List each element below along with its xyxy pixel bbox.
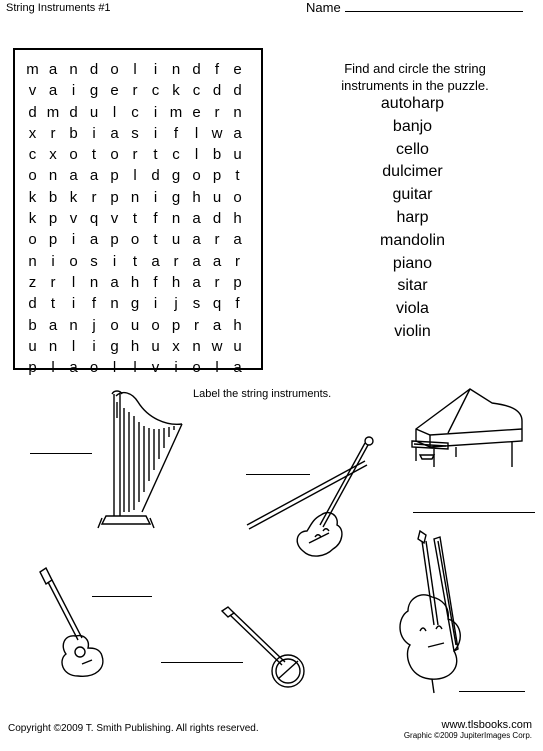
grid-letter[interactable]: k bbox=[172, 82, 180, 100]
grid-letter[interactable]: a bbox=[110, 273, 119, 291]
grid-letter[interactable]: a bbox=[233, 231, 242, 249]
harp-answer-blank[interactable] bbox=[30, 453, 92, 454]
grid-row bbox=[15, 144, 261, 165]
grid-letter[interactable]: l bbox=[215, 359, 219, 377]
grid-letter[interactable]: d bbox=[28, 295, 37, 313]
grid-letter[interactable]: c bbox=[192, 82, 201, 100]
grid-letter[interactable]: o bbox=[28, 231, 37, 249]
grid-letter[interactable]: i bbox=[51, 252, 55, 270]
grid-letter[interactable]: n bbox=[233, 103, 242, 121]
grid-letter[interactable]: f bbox=[153, 273, 158, 291]
name-label: Name bbox=[306, 0, 341, 15]
word-list-item: banjo bbox=[392, 117, 433, 135]
grid-row bbox=[15, 251, 261, 272]
grid-letter[interactable]: l bbox=[51, 359, 55, 377]
grid-letter[interactable]: o bbox=[110, 61, 119, 78]
grid-letter[interactable]: t bbox=[153, 146, 158, 164]
grid-letter[interactable]: a bbox=[233, 359, 242, 377]
grid-row bbox=[15, 336, 261, 357]
word-list-item: dulcimer bbox=[382, 163, 443, 181]
grid-letter[interactable]: s bbox=[192, 295, 201, 313]
grid-letter[interactable]: v bbox=[28, 82, 37, 100]
grid-letter[interactable]: r bbox=[214, 273, 220, 291]
word-list-item: harp bbox=[396, 208, 429, 226]
grid-letter[interactable]: i bbox=[174, 359, 178, 377]
grid-row bbox=[15, 59, 261, 80]
grid-letter[interactable]: d bbox=[192, 61, 201, 78]
grid-letter[interactable]: a bbox=[48, 61, 58, 78]
harp-icon bbox=[98, 388, 188, 533]
grid-letter[interactable]: l bbox=[133, 359, 137, 377]
grid-letter[interactable]: n bbox=[130, 188, 140, 206]
word-search-grid bbox=[13, 48, 263, 377]
grid-letter[interactable]: u bbox=[28, 337, 37, 355]
grid-letter[interactable]: a bbox=[192, 273, 201, 291]
grid-letter[interactable]: f bbox=[235, 295, 240, 313]
word-list-item: sitar bbox=[397, 277, 428, 295]
piano-answer-blank[interactable] bbox=[413, 512, 535, 513]
grid-letter[interactable]: n bbox=[69, 316, 78, 334]
grid-letter[interactable]: k bbox=[69, 188, 78, 206]
grid-letter[interactable]: u bbox=[233, 146, 242, 164]
grid-letter[interactable]: a bbox=[192, 210, 201, 228]
grid-letter[interactable]: p bbox=[110, 231, 119, 249]
grid-letter[interactable]: o bbox=[233, 188, 242, 206]
grid-letter[interactable]: r bbox=[194, 316, 199, 334]
grid-letter[interactable]: d bbox=[212, 210, 222, 228]
grid-letter[interactable]: m bbox=[26, 61, 39, 78]
grid-letter[interactable]: f bbox=[153, 210, 158, 228]
grid-letter[interactable]: x bbox=[28, 124, 37, 142]
grid-letter[interactable]: h bbox=[130, 273, 140, 291]
guitar-icon bbox=[36, 566, 108, 681]
grid-letter[interactable]: u bbox=[151, 337, 160, 355]
grid-letter[interactable]: i bbox=[153, 295, 158, 313]
grid-letter[interactable]: l bbox=[71, 273, 76, 291]
grid-letter[interactable]: a bbox=[48, 316, 58, 334]
word-list-item: mandolin bbox=[380, 231, 445, 249]
footer-credits bbox=[400, 719, 532, 740]
grid-letter[interactable]: n bbox=[171, 61, 181, 78]
grid-letter[interactable]: p bbox=[110, 188, 119, 206]
grid-letter[interactable]: t bbox=[153, 231, 158, 249]
grid-letter[interactable]: h bbox=[233, 210, 242, 228]
grid-letter[interactable]: f bbox=[214, 61, 220, 78]
grid-letter[interactable]: n bbox=[48, 167, 58, 185]
grid-letter[interactable]: h bbox=[192, 188, 201, 206]
name-line[interactable] bbox=[345, 0, 523, 12]
grid-letter[interactable]: t bbox=[132, 210, 138, 228]
grid-letter[interactable]: p bbox=[28, 359, 37, 377]
grid-letter[interactable]: c bbox=[172, 146, 180, 164]
grid-letter[interactable]: a bbox=[69, 167, 78, 185]
grid-letter[interactable]: r bbox=[132, 82, 138, 100]
grid-letter[interactable]: a bbox=[69, 359, 78, 377]
grid-letter[interactable]: c bbox=[28, 146, 37, 164]
grid-letter[interactable]: i bbox=[71, 295, 76, 313]
label-section-title: Label the string instruments. bbox=[193, 388, 332, 400]
grid-letter[interactable]: o bbox=[192, 359, 201, 377]
grid-letter[interactable]: b bbox=[28, 316, 37, 334]
grid-letter[interactable]: x bbox=[172, 337, 180, 355]
grid-letter[interactable]: u bbox=[89, 103, 99, 121]
word-list-item: autoharp bbox=[380, 95, 445, 112]
grid-letter[interactable]: a bbox=[233, 124, 242, 142]
grid-letter[interactable]: n bbox=[69, 61, 78, 78]
grid-letter[interactable]: s bbox=[131, 124, 139, 142]
name-field[interactable] bbox=[306, 0, 523, 15]
grid-letter[interactable]: d bbox=[89, 61, 99, 78]
grid-letter[interactable]: i bbox=[153, 124, 158, 142]
grid-letter[interactable]: i bbox=[92, 337, 96, 355]
grid-letter[interactable]: i bbox=[71, 82, 76, 100]
grid-letter[interactable]: r bbox=[173, 252, 179, 270]
grid-letter[interactable]: f bbox=[91, 295, 97, 313]
grid-letter[interactable]: r bbox=[50, 124, 56, 142]
grid-letter[interactable]: t bbox=[132, 252, 138, 270]
grid-letter[interactable]: p bbox=[110, 167, 119, 185]
grid-letter[interactable]: i bbox=[153, 61, 158, 78]
word-list-item: guitar bbox=[392, 186, 433, 204]
grid-letter[interactable]: t bbox=[50, 295, 56, 313]
grid-letter[interactable]: l bbox=[133, 167, 137, 185]
grid-letter[interactable]: a bbox=[192, 252, 201, 270]
grid-letter[interactable]: k bbox=[28, 210, 37, 228]
grid-letter[interactable]: o bbox=[130, 231, 140, 249]
grid-letter[interactable]: n bbox=[192, 337, 201, 355]
grid-letter[interactable]: h bbox=[233, 316, 242, 334]
website-link[interactable]: www.tlsbooks.com bbox=[441, 719, 532, 731]
grid-letter[interactable]: r bbox=[214, 103, 220, 121]
grid-letter[interactable]: a bbox=[192, 231, 201, 249]
grid-letter[interactable]: n bbox=[28, 252, 37, 270]
grid-letter[interactable]: l bbox=[194, 124, 199, 142]
grid-letter[interactable]: m bbox=[169, 103, 183, 121]
grid-letter[interactable]: a bbox=[212, 252, 222, 270]
grid-letter[interactable]: o bbox=[89, 359, 99, 377]
grid-letter[interactable]: l bbox=[133, 61, 137, 78]
grid-letter[interactable]: g bbox=[130, 295, 140, 313]
grid-letter[interactable]: r bbox=[214, 231, 220, 249]
grid-row bbox=[15, 165, 261, 186]
grid-letter[interactable]: v bbox=[69, 210, 78, 228]
grid-letter[interactable]: g bbox=[171, 167, 181, 185]
grid-letter[interactable]: u bbox=[212, 188, 222, 206]
puzzle-instructions bbox=[320, 60, 510, 94]
instructions-line-1: Find and circle the string bbox=[344, 61, 486, 76]
grid-letter[interactable]: x bbox=[49, 146, 57, 164]
grid-letter[interactable]: d bbox=[28, 103, 37, 121]
grid-letter[interactable]: j bbox=[174, 295, 178, 313]
grid-letter[interactable]: a bbox=[151, 252, 160, 270]
grid-row bbox=[15, 229, 261, 250]
grid-letter[interactable]: i bbox=[71, 231, 76, 249]
grid-letter[interactable]: v bbox=[110, 210, 119, 228]
piano-icon bbox=[408, 383, 526, 478]
grid-letter[interactable]: f bbox=[173, 124, 179, 142]
grid-letter[interactable]: i bbox=[153, 103, 158, 121]
grid-letter[interactable]: b bbox=[69, 124, 78, 142]
grid-row bbox=[15, 315, 261, 336]
grid-letter[interactable]: m bbox=[46, 103, 60, 121]
grid-letter[interactable]: e bbox=[233, 61, 242, 78]
grid-row bbox=[15, 80, 261, 101]
grid-letter[interactable]: r bbox=[91, 188, 97, 206]
grid-letter[interactable]: t bbox=[91, 146, 97, 164]
grid-letter[interactable]: a bbox=[110, 124, 119, 142]
grid-letter[interactable]: l bbox=[112, 359, 117, 377]
grid-letter[interactable]: r bbox=[235, 252, 240, 270]
copyright-notice: Copyright ©2009 T. Smith Publishing. All rights reserved. bbox=[8, 723, 259, 734]
grid-letter[interactable]: b bbox=[212, 146, 222, 164]
grid-letter[interactable]: u bbox=[130, 316, 140, 334]
grid-letter[interactable]: o bbox=[69, 252, 78, 270]
grid-letter[interactable]: v bbox=[151, 359, 160, 377]
grid-letter[interactable]: q bbox=[212, 295, 222, 313]
grid-row bbox=[15, 357, 261, 378]
grid-letter[interactable]: g bbox=[110, 337, 119, 355]
grid-row bbox=[15, 208, 261, 229]
grid-letter[interactable]: a bbox=[89, 167, 99, 185]
graphic-credit: Graphic ©2009 JupiterImages Corp. bbox=[403, 731, 532, 740]
grid-row bbox=[15, 123, 261, 144]
grid-letter[interactable]: n bbox=[48, 337, 58, 355]
grid-letter[interactable]: d bbox=[233, 82, 242, 100]
grid-letter[interactable]: d bbox=[69, 103, 78, 121]
word-list-item: viola bbox=[396, 300, 429, 318]
grid-letter[interactable]: a bbox=[89, 231, 99, 249]
grid-letter[interactable]: u bbox=[171, 231, 181, 249]
grid-letter[interactable]: o bbox=[110, 146, 119, 164]
word-list-item: violin bbox=[394, 322, 431, 340]
grid-letter[interactable]: h bbox=[171, 273, 181, 291]
worksheet-title: String Instruments #1 bbox=[6, 2, 111, 14]
grid-row bbox=[15, 187, 261, 208]
grid-letter[interactable]: o bbox=[28, 167, 37, 185]
grid-letter[interactable]: a bbox=[48, 82, 58, 100]
grid-letter[interactable]: u bbox=[233, 337, 242, 355]
grid-letter[interactable]: k bbox=[28, 188, 37, 206]
grid-letter[interactable]: i bbox=[92, 124, 96, 142]
grid-letter[interactable]: e bbox=[192, 103, 201, 121]
grid-letter[interactable]: a bbox=[212, 316, 222, 334]
grid-letter[interactable]: d bbox=[151, 167, 160, 185]
grid-letter[interactable]: n bbox=[110, 295, 119, 313]
violin-icon bbox=[245, 433, 380, 568]
grid-letter[interactable]: p bbox=[48, 231, 58, 249]
grid-letter[interactable]: e bbox=[110, 82, 119, 100]
grid-letter[interactable]: l bbox=[112, 103, 117, 121]
grid-row bbox=[15, 102, 261, 123]
grid-letter[interactable]: p bbox=[171, 316, 181, 334]
grid-letter[interactable]: g bbox=[89, 82, 99, 100]
grid-letter[interactable]: n bbox=[89, 273, 99, 291]
grid-letter[interactable]: r bbox=[132, 146, 138, 164]
grid-row bbox=[15, 272, 261, 293]
instructions-line-2: instruments in the puzzle. bbox=[341, 78, 489, 93]
grid-letter[interactable]: z bbox=[28, 273, 37, 291]
grid-letter[interactable]: w bbox=[211, 124, 223, 142]
grid-letter[interactable]: p bbox=[212, 167, 222, 185]
grid-letter[interactable]: r bbox=[50, 273, 56, 291]
grid-letter[interactable]: q bbox=[89, 210, 99, 228]
grid-letter[interactable]: i bbox=[112, 252, 117, 270]
grid-letter[interactable]: h bbox=[130, 337, 140, 355]
grid-letter[interactable]: c bbox=[131, 103, 139, 121]
grid-letter[interactable]: p bbox=[233, 273, 242, 291]
grid-letter[interactable]: o bbox=[192, 167, 201, 185]
word-list-item: piano bbox=[392, 254, 433, 272]
grid-letter[interactable]: l bbox=[71, 337, 76, 355]
grid-letter[interactable]: j bbox=[92, 316, 96, 334]
grid-row bbox=[15, 293, 261, 314]
grid-letter[interactable]: i bbox=[153, 188, 158, 206]
grid-letter[interactable]: s bbox=[90, 252, 98, 270]
grid-letter[interactable]: c bbox=[151, 82, 160, 100]
grid-letter[interactable]: o bbox=[110, 316, 119, 334]
grid-letter[interactable]: o bbox=[151, 316, 160, 334]
grid-letter[interactable]: g bbox=[171, 188, 181, 206]
grid-letter[interactable]: n bbox=[171, 210, 181, 228]
word-list-item: cello bbox=[396, 140, 429, 158]
grid-letter[interactable]: d bbox=[212, 82, 222, 100]
grid-letter[interactable]: t bbox=[235, 167, 240, 185]
cello-icon bbox=[390, 527, 470, 695]
grid-letter[interactable]: w bbox=[211, 337, 223, 355]
grid-letter[interactable]: b bbox=[48, 188, 58, 206]
grid-letter[interactable]: p bbox=[48, 210, 58, 228]
grid-letter[interactable]: o bbox=[69, 146, 78, 164]
grid-letter[interactable]: l bbox=[194, 146, 199, 164]
banjo-icon bbox=[220, 603, 310, 693]
word-list bbox=[350, 93, 475, 344]
